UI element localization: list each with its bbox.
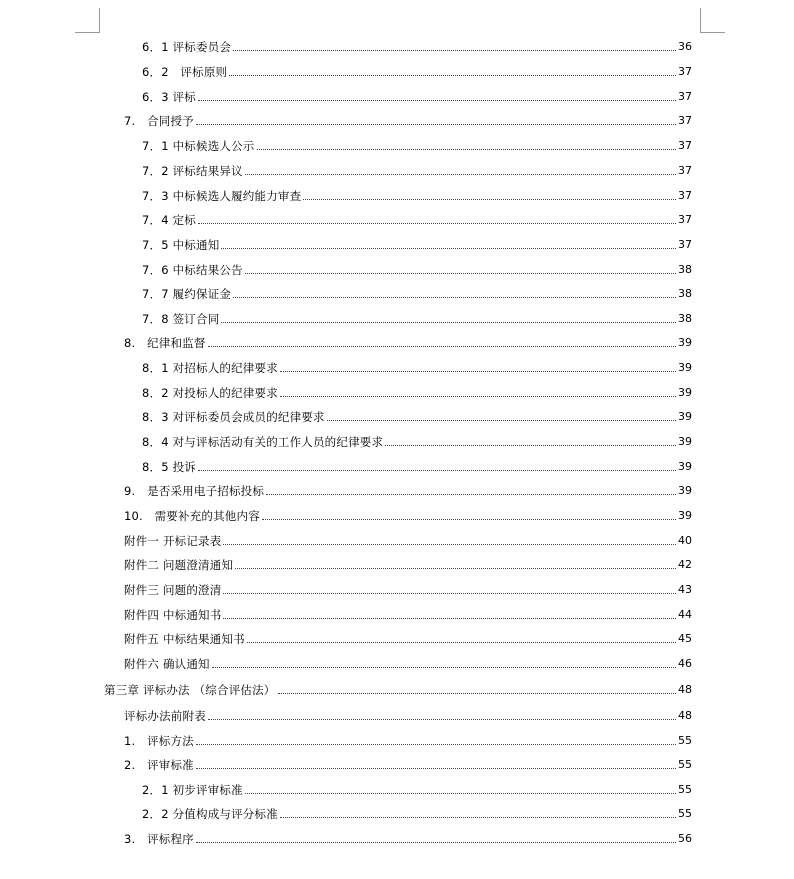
dot-leader [266, 493, 676, 495]
dot-leader [245, 792, 676, 794]
toc-entry-label: 7．5 中标通知 [142, 238, 220, 252]
toc-entry-label: 7．6 中标结果公告 [142, 263, 243, 277]
toc-entry-label: 3. 评标程序 [124, 832, 194, 846]
toc-entry-label: 2．1 初步评审标准 [142, 783, 243, 797]
dot-leader [235, 567, 676, 569]
dot-leader [385, 444, 676, 446]
toc-entry-label: 附件三 问题的澄清 [124, 583, 222, 597]
toc-entry[interactable] [124, 753, 692, 777]
dot-leader [280, 816, 676, 818]
dot-leader [223, 617, 676, 619]
dot-leader [198, 469, 676, 471]
toc-entry[interactable] [142, 208, 692, 232]
dot-leader [221, 247, 676, 249]
toc-entry-page: 39 [678, 460, 692, 473]
toc-entry-label: 评标办法前附表 [124, 709, 206, 723]
toc-entry-label: 7．7 履约保证金 [142, 287, 232, 301]
toc-entry-page: 39 [678, 336, 692, 349]
dot-leader [280, 370, 676, 372]
toc-entry-label: 第三章 评标办法 （综合评估法） [104, 683, 276, 697]
toc-entry-page: 39 [678, 484, 692, 497]
toc-entry[interactable] [124, 652, 692, 676]
toc-entry-page: 37 [678, 90, 692, 103]
toc-entry-label: 8．3 对评标委员会成员的纪律要求 [142, 410, 325, 424]
dot-leader [245, 272, 676, 274]
dot-leader [247, 641, 676, 643]
toc-entry[interactable] [124, 627, 692, 651]
toc-entry-page: 39 [678, 386, 692, 399]
dot-leader [196, 841, 676, 843]
toc-entry[interactable] [142, 430, 692, 454]
toc-entry-label: 7．2 评标结果异议 [142, 164, 243, 178]
toc-entry-page: 37 [678, 189, 692, 202]
dot-leader [303, 198, 676, 200]
toc-entry-page: 38 [678, 287, 692, 300]
toc-entry-page: 48 [678, 709, 692, 722]
dot-leader [208, 345, 676, 347]
toc-entry[interactable] [124, 331, 692, 355]
toc-entry-label: 6．3 评标 [142, 90, 196, 104]
toc-entry-page: 39 [678, 410, 692, 423]
toc-entry-page: 45 [678, 632, 692, 645]
toc-entry-page: 36 [678, 40, 692, 53]
toc-entry-label: 7．1 中标候选人公示 [142, 139, 255, 153]
toc-entry[interactable] [142, 405, 692, 429]
dot-leader [327, 419, 676, 421]
toc-entry-page: 39 [678, 361, 692, 374]
toc-entry[interactable] [142, 802, 692, 826]
toc-entry-page: 56 [678, 832, 692, 845]
dot-leader [198, 99, 676, 101]
dot-leader [280, 395, 676, 397]
dot-leader [233, 296, 676, 298]
toc-entry[interactable] [142, 35, 692, 59]
toc-entry[interactable] [142, 381, 692, 405]
toc-entry-label: 8．5 投诉 [142, 460, 196, 474]
toc-entry-page: 37 [678, 238, 692, 251]
toc-entry-page: 37 [678, 213, 692, 226]
toc-entry-label: 附件一 开标记录表 [124, 534, 222, 548]
toc-entry[interactable] [124, 827, 692, 851]
toc-entry-page: 39 [678, 435, 692, 448]
toc-entry-page: 48 [678, 683, 692, 696]
margin-corner-mark-right [700, 8, 725, 33]
dot-leader [262, 518, 676, 520]
toc-entry-page: 55 [678, 734, 692, 747]
toc-entry[interactable] [142, 233, 692, 257]
toc-entry-page: 38 [678, 263, 692, 276]
dot-leader [221, 321, 676, 323]
toc-entry-label: 10. 需要补充的其他内容 [124, 509, 260, 523]
margin-corner-mark-left [75, 8, 100, 33]
toc-entry-label: 8．4 对与评标活动有关的工作人员的纪律要求 [142, 435, 384, 449]
toc-entry[interactable] [142, 282, 692, 306]
toc-entry-label: 6．2 评标原则 [142, 65, 228, 79]
dot-leader [245, 173, 676, 175]
toc-entry[interactable] [124, 578, 692, 602]
toc-entry-page: 38 [678, 312, 692, 325]
toc-entry-label: 附件二 问题澄清通知 [124, 558, 234, 572]
toc-entry-label: 2．2 分值构成与评分标准 [142, 807, 278, 821]
toc-entry[interactable] [124, 603, 692, 627]
dot-leader [229, 74, 676, 76]
toc-entry[interactable] [142, 455, 692, 479]
toc-entry-label: 7．3 中标候选人履约能力审查 [142, 189, 302, 203]
dot-leader [196, 123, 676, 125]
dot-leader [278, 692, 676, 694]
toc-entry[interactable] [124, 529, 692, 553]
toc-entry[interactable] [142, 134, 692, 158]
dot-leader [208, 718, 676, 720]
toc-entry[interactable] [142, 778, 692, 802]
toc-entry[interactable] [142, 184, 692, 208]
toc-entry-page: 55 [678, 758, 692, 771]
toc-entry-label: 9. 是否采用电子招标投标 [124, 484, 265, 498]
toc-entry[interactable] [124, 704, 692, 728]
dot-leader [212, 666, 676, 668]
toc-entry-page: 37 [678, 139, 692, 152]
toc-entry-label: 7. 合同授予 [124, 114, 194, 128]
toc-entry-page: 39 [678, 509, 692, 522]
toc-entry-label: 7．4 定标 [142, 213, 196, 227]
toc-entry[interactable] [142, 307, 692, 331]
dot-leader [257, 148, 677, 150]
dot-leader [198, 222, 676, 224]
toc-entry-label: 7．8 签订合同 [142, 312, 220, 326]
toc-entry-page: 37 [678, 65, 692, 78]
toc-entry[interactable] [124, 729, 692, 753]
toc-entry[interactable] [142, 159, 692, 183]
toc-entry-page: 55 [678, 783, 692, 796]
toc-entry[interactable] [142, 60, 692, 84]
toc-entry[interactable] [124, 109, 692, 133]
toc-entry-label: 附件五 中标结果通知书 [124, 632, 245, 646]
toc-chapter-entry[interactable] [104, 678, 692, 702]
toc-entry[interactable] [124, 479, 692, 503]
toc-entry[interactable] [142, 85, 692, 109]
toc-entry-label: 8．2 对投标人的纪律要求 [142, 386, 278, 400]
toc-entry[interactable] [142, 258, 692, 282]
toc-entry-page: 55 [678, 807, 692, 820]
toc-entry-label: 附件四 中标通知书 [124, 608, 222, 622]
toc-entry-label: 2. 评审标准 [124, 758, 194, 772]
toc-entry[interactable] [124, 504, 692, 528]
dot-leader [196, 767, 676, 769]
dot-leader [196, 743, 676, 745]
toc-entry[interactable] [142, 356, 692, 380]
toc-entry-label: 1. 评标方法 [124, 734, 194, 748]
toc-entry-page: 46 [678, 657, 692, 670]
toc-entry-page: 37 [678, 114, 692, 127]
toc-entry-page: 43 [678, 583, 692, 596]
toc-entry-page: 44 [678, 608, 692, 621]
toc-entry-label: 6．1 评标委员会 [142, 40, 232, 54]
toc-entry-page: 40 [678, 534, 692, 547]
toc-entry[interactable] [124, 553, 692, 577]
dot-leader [233, 49, 676, 51]
toc-entry-label: 8. 纪律和监督 [124, 336, 206, 350]
toc-entry-page: 37 [678, 164, 692, 177]
toc-entry-label: 8．1 对招标人的纪律要求 [142, 361, 278, 375]
dot-leader [223, 592, 676, 594]
toc-entry-label: 附件六 确认通知 [124, 657, 210, 671]
dot-leader [223, 543, 676, 545]
toc-entry-page: 42 [678, 558, 692, 571]
